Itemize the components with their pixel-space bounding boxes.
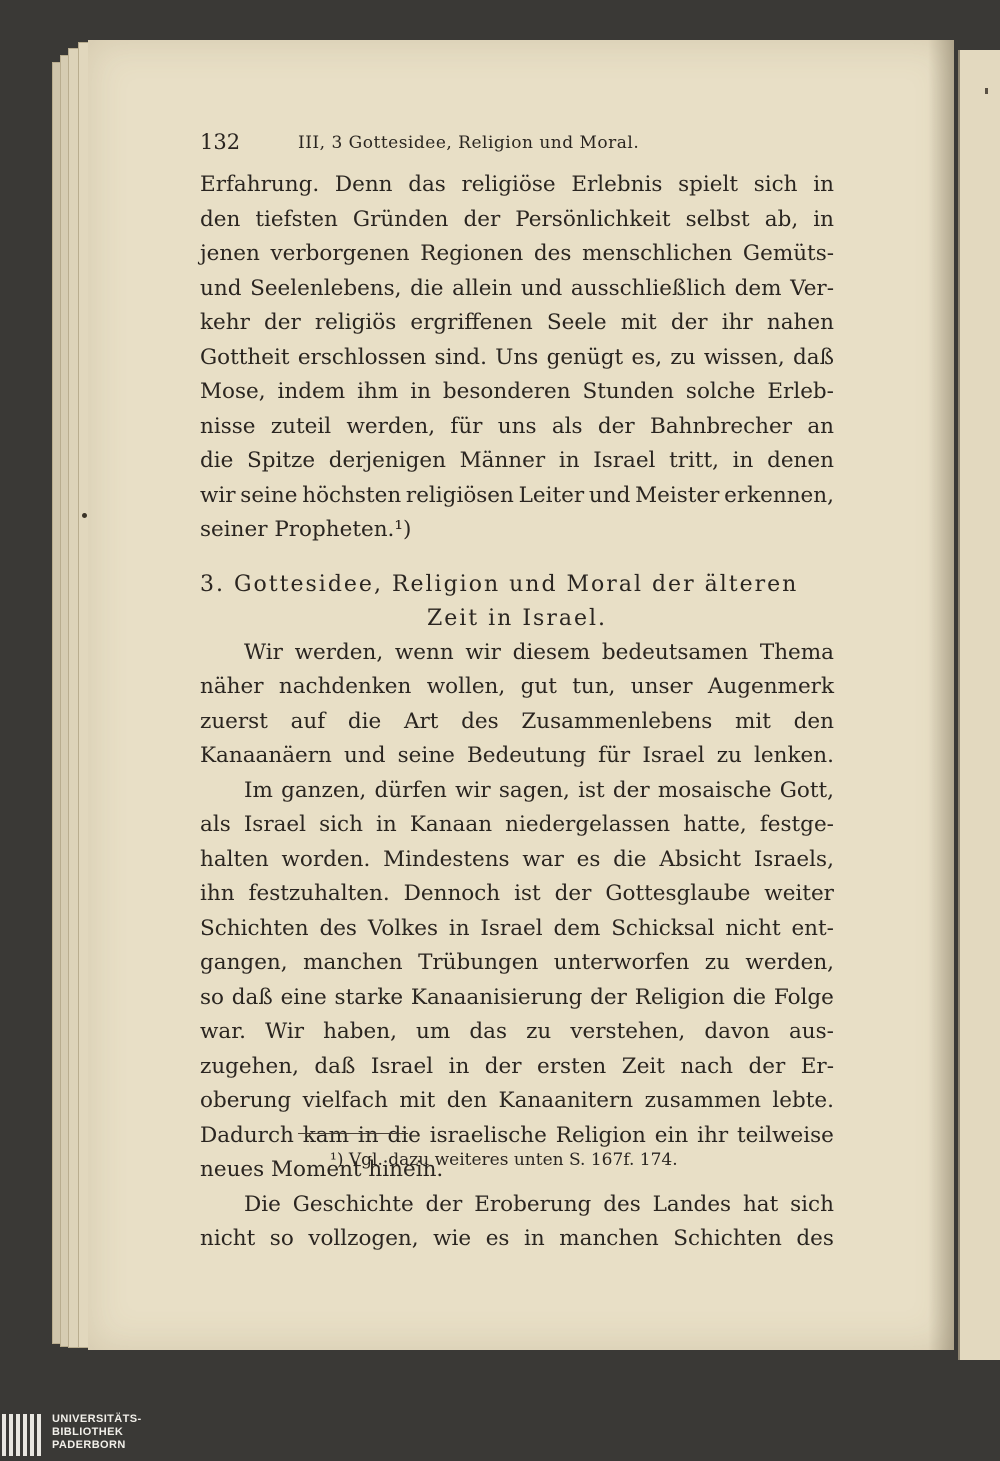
word: Die bbox=[244, 1191, 281, 1217]
word: ihn bbox=[200, 881, 235, 906]
word: niedergelassen bbox=[505, 812, 671, 837]
text-line bbox=[200, 306, 834, 341]
word: Kanaanitern bbox=[498, 1088, 634, 1113]
library-logo bbox=[0, 1410, 200, 1461]
word: Trübungen bbox=[418, 950, 539, 975]
word: war. bbox=[200, 1019, 246, 1044]
text-line bbox=[200, 912, 834, 947]
word: tritt, bbox=[669, 448, 720, 473]
word: so bbox=[200, 984, 224, 1010]
word: zuteil bbox=[270, 413, 332, 439]
text-line bbox=[200, 843, 834, 878]
word: verstehen, bbox=[570, 1019, 686, 1044]
word: ersten bbox=[537, 1053, 607, 1079]
word: der bbox=[554, 881, 592, 906]
word: dem bbox=[553, 915, 601, 941]
word: Israel bbox=[642, 743, 705, 768]
word: Im bbox=[244, 777, 273, 803]
word: israelische bbox=[429, 1122, 547, 1148]
page-body bbox=[200, 168, 834, 1257]
word: Folge bbox=[773, 984, 834, 1010]
word: religiös bbox=[314, 310, 397, 335]
word: Thema bbox=[759, 639, 834, 665]
word: die bbox=[613, 846, 647, 872]
word: Dadurch bbox=[200, 1122, 294, 1148]
word: als bbox=[200, 812, 231, 837]
word: seine bbox=[397, 743, 455, 768]
word: es bbox=[485, 1226, 510, 1251]
word: und bbox=[344, 743, 386, 768]
word: diesem bbox=[512, 639, 591, 665]
word: seine bbox=[240, 482, 298, 508]
word: daß bbox=[231, 984, 273, 1010]
text-line bbox=[200, 1015, 834, 1050]
word: Meister bbox=[635, 482, 720, 508]
word: Israels, bbox=[753, 846, 834, 872]
word: Seele bbox=[546, 310, 607, 335]
word: Israel bbox=[480, 915, 543, 941]
word: lenken. bbox=[754, 743, 834, 768]
word: hat bbox=[742, 1191, 779, 1217]
paragraph bbox=[200, 168, 834, 513]
word: oberung bbox=[200, 1088, 292, 1113]
word: Volkes bbox=[367, 915, 438, 941]
word: solche bbox=[685, 379, 756, 404]
word: Er- bbox=[800, 1053, 834, 1079]
text-line bbox=[200, 739, 834, 774]
word: wissen, bbox=[703, 344, 785, 370]
word: denen bbox=[767, 448, 834, 473]
word: der bbox=[612, 777, 650, 803]
text-line bbox=[200, 444, 834, 479]
text-line bbox=[200, 375, 834, 410]
text-line bbox=[200, 1119, 834, 1154]
word: Absicht bbox=[659, 846, 742, 872]
word: näher bbox=[200, 674, 264, 699]
word: Kanaan bbox=[409, 812, 493, 837]
word: Uns bbox=[495, 344, 539, 370]
word: nach bbox=[680, 1053, 733, 1079]
text-line bbox=[200, 705, 834, 740]
word: Schicksal bbox=[611, 915, 715, 941]
word: des bbox=[319, 915, 357, 941]
word: Religion bbox=[634, 984, 725, 1010]
word: und bbox=[588, 482, 631, 508]
word: ihr bbox=[721, 310, 753, 335]
library-logo-icon bbox=[2, 1414, 44, 1456]
word: die bbox=[410, 275, 444, 301]
word: Schichten bbox=[673, 1226, 782, 1251]
word: der bbox=[425, 1191, 463, 1217]
paragraph-last-line bbox=[200, 513, 834, 548]
word: um bbox=[416, 1019, 451, 1044]
word: Ver- bbox=[790, 275, 834, 301]
word: menschlichen bbox=[582, 241, 733, 266]
word: ergriffenen bbox=[410, 310, 533, 335]
word: vollzogen, bbox=[308, 1226, 419, 1251]
word: spielt bbox=[678, 172, 739, 197]
word: Geschichte bbox=[292, 1191, 414, 1217]
word: der bbox=[484, 1053, 522, 1079]
text-line bbox=[200, 1188, 834, 1223]
word: Gottheit bbox=[200, 344, 290, 370]
word: mit bbox=[620, 310, 657, 335]
word: an bbox=[807, 413, 834, 439]
word: dürfen bbox=[374, 777, 447, 803]
word: jenen bbox=[200, 241, 260, 266]
word: ihm bbox=[357, 379, 399, 404]
text-line bbox=[200, 479, 834, 514]
word: der bbox=[597, 413, 635, 439]
word: werden, bbox=[294, 639, 384, 665]
word: und bbox=[200, 275, 242, 301]
word: Zusammenlebens bbox=[521, 708, 713, 734]
word: in bbox=[558, 448, 580, 473]
word: Denn bbox=[334, 172, 393, 197]
word: haben, bbox=[323, 1019, 397, 1044]
word: manchen bbox=[303, 950, 403, 975]
word: Art bbox=[403, 708, 439, 734]
word: wenn bbox=[394, 639, 454, 665]
word: in bbox=[376, 812, 397, 837]
word: Zeit bbox=[621, 1053, 665, 1079]
text-line bbox=[200, 410, 834, 445]
word: in bbox=[523, 1226, 545, 1251]
word: Regionen bbox=[420, 241, 524, 266]
word: Wir bbox=[265, 1019, 304, 1044]
word: Gottesglaube bbox=[605, 881, 751, 906]
heading-line: 3. Gottesidee, Religion und Moral der älteren bbox=[200, 571, 799, 597]
text-line bbox=[200, 168, 834, 203]
word: auf bbox=[290, 708, 326, 734]
word: des bbox=[603, 1191, 641, 1217]
word: nachdenken bbox=[278, 674, 412, 699]
word: unterworfen bbox=[553, 950, 690, 975]
word: teilweise bbox=[737, 1122, 834, 1148]
word: in bbox=[410, 379, 431, 404]
word: derjenigen bbox=[328, 448, 446, 473]
word: Wir bbox=[244, 639, 283, 665]
text-line bbox=[200, 808, 834, 843]
word: Spitze bbox=[247, 448, 316, 473]
text-line bbox=[200, 774, 834, 809]
word: werden, bbox=[346, 413, 436, 439]
text-line bbox=[200, 1050, 834, 1085]
word: nicht bbox=[725, 915, 781, 941]
word: und bbox=[520, 275, 563, 301]
word: daß bbox=[314, 1053, 356, 1079]
word: Schichten bbox=[200, 915, 309, 941]
word: Kanaanisierung bbox=[410, 984, 583, 1010]
word: dem bbox=[734, 275, 782, 301]
word: zugehen, bbox=[200, 1053, 299, 1079]
word: werden, bbox=[745, 950, 834, 975]
word: in bbox=[357, 1122, 379, 1148]
text-line: seiner Propheten.¹) bbox=[200, 517, 412, 542]
word: eine bbox=[280, 984, 327, 1010]
text-line bbox=[200, 203, 834, 238]
word: wollen, bbox=[426, 674, 506, 699]
word: nisse bbox=[200, 413, 256, 439]
word: wir bbox=[455, 777, 491, 803]
word: der bbox=[463, 206, 501, 232]
word: des bbox=[533, 241, 572, 266]
text-line bbox=[200, 670, 834, 705]
word: festge- bbox=[759, 812, 834, 837]
word: Erlebnis bbox=[571, 172, 663, 197]
logo-line: BIBLIOTHEK bbox=[52, 1426, 124, 1438]
word: des bbox=[796, 1226, 834, 1251]
word: es, bbox=[631, 344, 663, 370]
word: Religion bbox=[555, 1122, 646, 1148]
word: das bbox=[469, 1019, 507, 1044]
text-line bbox=[200, 272, 834, 307]
word: Augenmerk bbox=[707, 674, 834, 699]
word: das bbox=[408, 172, 446, 197]
word: ein bbox=[654, 1122, 689, 1148]
footnote-rule bbox=[298, 1133, 408, 1134]
word: sich bbox=[319, 812, 363, 837]
word: Israel bbox=[243, 812, 307, 837]
word: die bbox=[347, 708, 382, 734]
page-number: 132 bbox=[200, 130, 241, 154]
word: die bbox=[732, 984, 767, 1010]
word: worden. bbox=[281, 846, 371, 872]
word: Eroberung bbox=[474, 1191, 592, 1217]
word: Landes bbox=[652, 1191, 732, 1217]
word: gangen, bbox=[200, 950, 288, 975]
word: zu bbox=[704, 950, 730, 975]
word: zuerst bbox=[200, 708, 268, 734]
word: uns bbox=[497, 413, 537, 439]
word: der bbox=[670, 310, 708, 335]
word: ab, bbox=[764, 206, 799, 232]
word: allein bbox=[452, 275, 513, 301]
word: lebte. bbox=[772, 1088, 834, 1113]
word: Erfahrung. bbox=[200, 172, 320, 197]
word: indem bbox=[277, 379, 346, 404]
word: ausschließlich bbox=[570, 275, 727, 301]
text-line bbox=[200, 341, 834, 376]
word: gut bbox=[520, 674, 557, 699]
paragraph bbox=[200, 636, 834, 1154]
word: in bbox=[448, 915, 470, 941]
text-line bbox=[200, 877, 834, 912]
word: in bbox=[732, 448, 754, 473]
text-line bbox=[200, 1084, 834, 1119]
word: die bbox=[387, 1122, 421, 1148]
word: sich bbox=[790, 1191, 834, 1217]
word: höchsten bbox=[302, 482, 402, 508]
word: wie bbox=[433, 1226, 472, 1251]
word: starke bbox=[334, 984, 404, 1010]
word: Leiter bbox=[518, 482, 585, 508]
word: religiösen bbox=[405, 482, 514, 508]
word: davon bbox=[704, 1019, 770, 1044]
word: manchen bbox=[559, 1226, 659, 1251]
word: tun, bbox=[572, 674, 616, 699]
word: Stunden bbox=[582, 379, 674, 404]
word: religiöse bbox=[461, 172, 556, 197]
word: Mindestens bbox=[383, 846, 510, 872]
word: Persönlichkeit bbox=[515, 206, 671, 232]
word: mit bbox=[399, 1088, 436, 1113]
word: festzuhalten. bbox=[248, 881, 390, 906]
word: in bbox=[813, 172, 834, 197]
word: Israel bbox=[370, 1053, 434, 1079]
word: Männer bbox=[459, 448, 546, 473]
word: mosaische bbox=[657, 777, 772, 803]
word: wir bbox=[465, 639, 501, 665]
word: des bbox=[461, 708, 499, 734]
logo-line: PADERBORN bbox=[52, 1439, 126, 1451]
word: zusammen bbox=[644, 1088, 761, 1113]
word: den bbox=[446, 1088, 488, 1113]
word: Gemüts- bbox=[742, 241, 834, 266]
running-title: III, 3 Gottesidee, Religion und Moral. bbox=[298, 133, 640, 153]
word: mit bbox=[735, 708, 771, 734]
word: wir bbox=[200, 482, 236, 508]
text-line: neues Moment hinein. bbox=[200, 1157, 444, 1182]
word: der bbox=[590, 984, 627, 1010]
word: Dennoch bbox=[403, 881, 501, 906]
word: es bbox=[576, 846, 601, 872]
word: zu bbox=[716, 743, 742, 768]
word: selbst bbox=[685, 206, 750, 232]
word: halten bbox=[200, 846, 269, 872]
word: der bbox=[264, 310, 301, 335]
text-line bbox=[200, 636, 834, 671]
word: als bbox=[551, 413, 583, 439]
word: ihr bbox=[697, 1122, 729, 1148]
text-line bbox=[200, 1222, 834, 1257]
word: Kanaanäern bbox=[200, 743, 332, 768]
heading-line: Zeit in Israel. bbox=[426, 605, 608, 631]
gutter-shadow bbox=[928, 40, 954, 1350]
word: zu bbox=[670, 344, 696, 370]
word: nicht bbox=[200, 1226, 256, 1251]
text-line bbox=[200, 981, 834, 1016]
word: den bbox=[200, 206, 241, 232]
text-line bbox=[200, 237, 834, 272]
corner-mark bbox=[985, 88, 988, 94]
word: aus- bbox=[788, 1019, 834, 1044]
facing-page-edge bbox=[958, 50, 1000, 1360]
word: unser bbox=[630, 674, 693, 699]
word: nahen bbox=[766, 310, 834, 335]
word: Bedeutung bbox=[467, 743, 586, 768]
word: in bbox=[813, 206, 834, 232]
word: die bbox=[200, 448, 234, 473]
text-line bbox=[200, 946, 834, 981]
word: Mose, bbox=[200, 379, 266, 404]
word: vielfach bbox=[302, 1088, 388, 1113]
word: sind. bbox=[434, 344, 487, 370]
word: hatte, bbox=[683, 812, 747, 837]
word: daß bbox=[793, 344, 834, 370]
word: Seelenlebens, bbox=[250, 275, 402, 301]
word: verborgenen bbox=[270, 241, 410, 266]
word: so bbox=[269, 1226, 294, 1251]
word: Bahnbrecher bbox=[650, 413, 792, 439]
word: genügt bbox=[546, 344, 624, 370]
word: besonderen bbox=[442, 379, 571, 404]
word: in bbox=[448, 1053, 470, 1079]
word: für bbox=[450, 413, 483, 439]
margin-dot bbox=[82, 513, 87, 518]
word: erkennen, bbox=[724, 482, 834, 508]
word: ist bbox=[514, 881, 541, 906]
section-heading bbox=[200, 568, 834, 636]
word: war bbox=[522, 846, 564, 872]
word: erschlossen bbox=[297, 344, 427, 370]
word: sich bbox=[753, 172, 798, 197]
word: kehr bbox=[200, 310, 250, 335]
word: Israel bbox=[593, 448, 656, 473]
word: kam bbox=[302, 1122, 349, 1148]
word: ist bbox=[578, 777, 605, 803]
page-header bbox=[200, 130, 740, 160]
word: für bbox=[598, 743, 631, 768]
paragraph bbox=[200, 1188, 834, 1257]
library-logo-text bbox=[52, 1413, 142, 1452]
word: zu bbox=[526, 1019, 552, 1044]
word: Erleb- bbox=[767, 379, 834, 404]
word: der bbox=[748, 1053, 786, 1079]
word: ganzen, bbox=[281, 777, 367, 803]
word: tiefsten bbox=[255, 206, 338, 232]
word: weiter bbox=[764, 881, 834, 906]
logo-line: UNIVERSITÄTS- bbox=[52, 1413, 142, 1425]
word: den bbox=[793, 708, 834, 734]
word: Gott, bbox=[779, 777, 834, 803]
footnote: ¹) Vgl. dazu weiteres unten S. 167f. 174. bbox=[330, 1150, 678, 1170]
word: bedeutsamen bbox=[601, 639, 749, 665]
word: Gründen bbox=[352, 206, 449, 232]
word: ent- bbox=[791, 915, 834, 941]
word: sagen, bbox=[498, 777, 570, 803]
